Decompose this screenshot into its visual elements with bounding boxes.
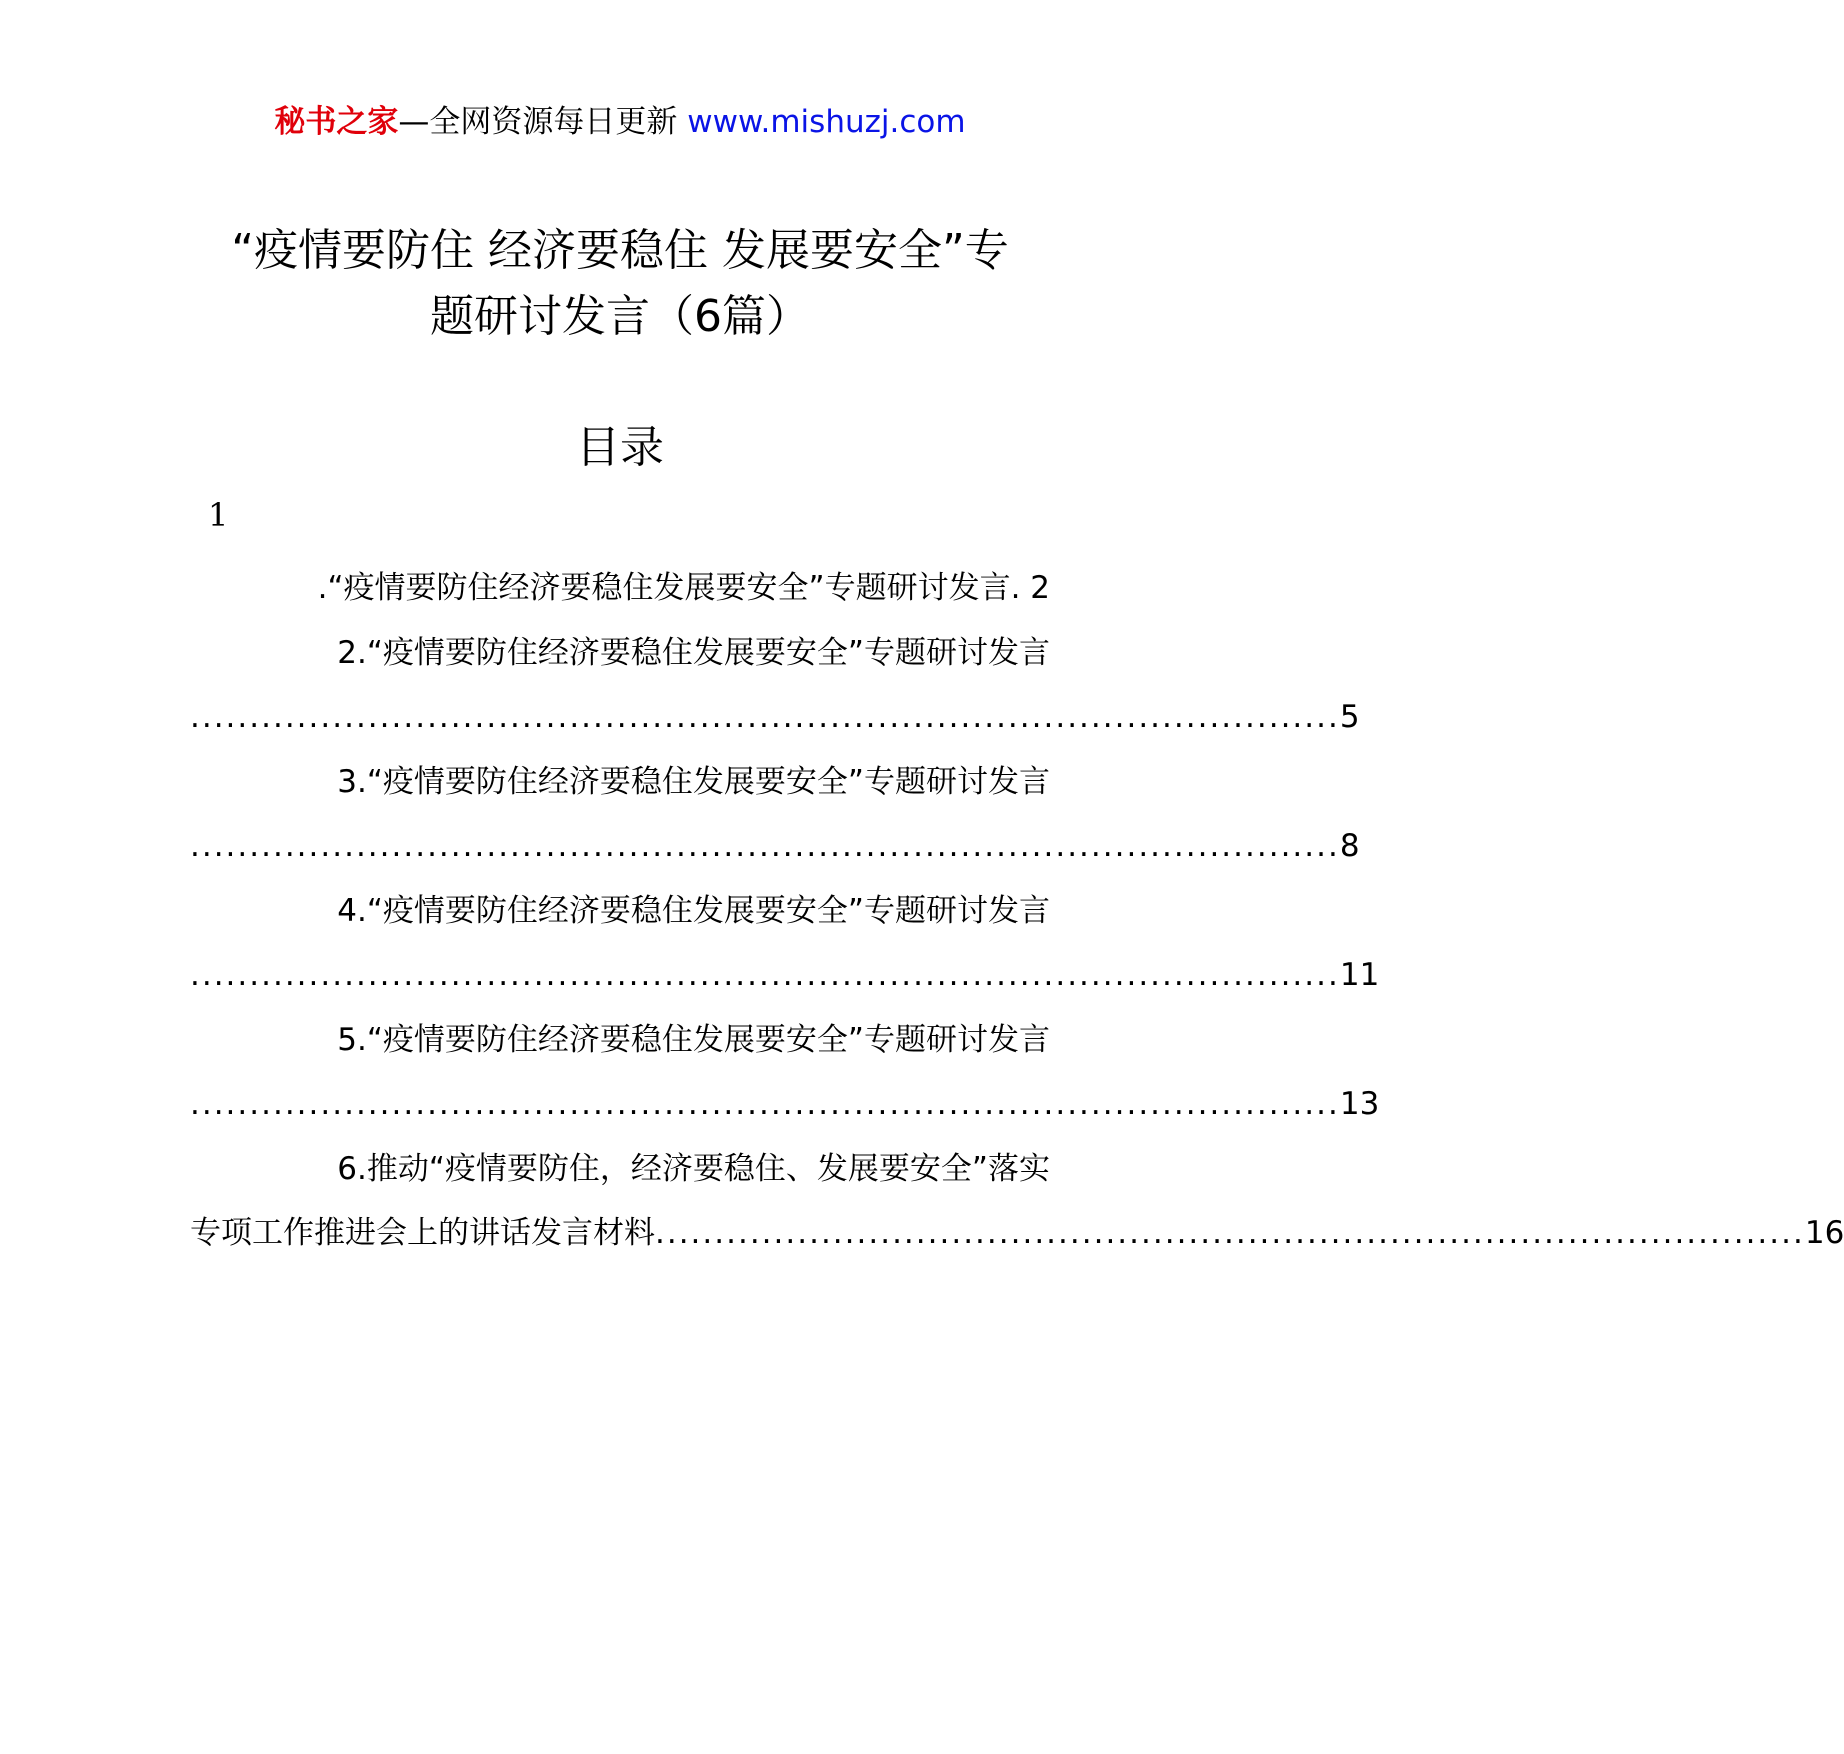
toc-leader-dots: .................................................................................................: [190, 828, 1340, 864]
toc-entry-3-text: 3.“疫情要防住经济要稳住发展要安全”专题研讨发言: [337, 763, 1050, 800]
toc-entry-5[interactable]: [190, 1008, 1050, 1073]
toc-entry-2-leader: [190, 685, 1360, 750]
toc-leader-dots: .................................................................................................: [190, 1086, 1340, 1122]
toc-entry-4-text: 4.“疫情要防住经济要稳住发展要安全”专题研讨发言: [337, 892, 1050, 929]
toc-entry-1-text: .“疫情要防住经济要稳住发展要安全”专题研讨发言. 2: [317, 570, 1050, 606]
toc-entry-4-leader: [190, 943, 1380, 1008]
document-title: [180, 218, 1060, 350]
toc-heading: 目录: [576, 422, 664, 473]
toc-entry-4-page: 11: [1339, 957, 1380, 993]
page-number-marker: 1: [208, 496, 229, 534]
site-header: [0, 100, 1240, 144]
toc-entry-3[interactable]: [190, 750, 1050, 815]
toc-entry-3-leader: [190, 814, 1360, 879]
header-tagline: —全网资源每日更新: [398, 104, 688, 140]
brand-name: 秘书之家: [274, 104, 399, 140]
toc-leader-dots: .................................................................................................: [190, 699, 1340, 735]
toc-entry-5-leader: [190, 1072, 1380, 1137]
document-title-line-1: “疫情要防住 经济要稳住 发展要安全”专: [231, 225, 1009, 276]
toc-leader-dots: .................................................................................................: [190, 957, 1340, 993]
toc-entry-2-page: 5: [1339, 699, 1360, 735]
site-url-link[interactable]: www.mishuzj.com: [687, 104, 966, 140]
toc-entry-5-text: 5.“疫情要防住经济要稳住发展要安全”专题研讨发言: [337, 1021, 1050, 1058]
toc-leader-dots: .................................................................................................: [655, 1215, 1805, 1251]
toc-entry-6-text: 6.推动“疫情要防住，经济要稳住、发展要安全”落实: [337, 1150, 1050, 1187]
toc-entry-2-text: 2.“疫情要防住经济要稳住发展要安全”专题研讨发言: [337, 634, 1050, 671]
toc-entry-4[interactable]: [190, 879, 1050, 944]
toc-entry-2[interactable]: [190, 621, 1050, 686]
toc-entry-6-text-continued: 专项工作推进会上的讲话发言材料: [190, 1215, 655, 1251]
toc-entry-6[interactable]: [190, 1137, 1050, 1202]
toc-entry-6-leader: [190, 1201, 1844, 1266]
toc-entry-3-page: 8: [1339, 828, 1360, 864]
toc-entry-1[interactable]: [190, 556, 1050, 621]
table-of-contents: [190, 556, 1844, 1266]
toc-entry-5-page: 13: [1339, 1086, 1380, 1122]
document-title-line-2: 题研讨发言（6篇）: [430, 291, 810, 342]
toc-entry-6-page: 16: [1804, 1215, 1844, 1251]
